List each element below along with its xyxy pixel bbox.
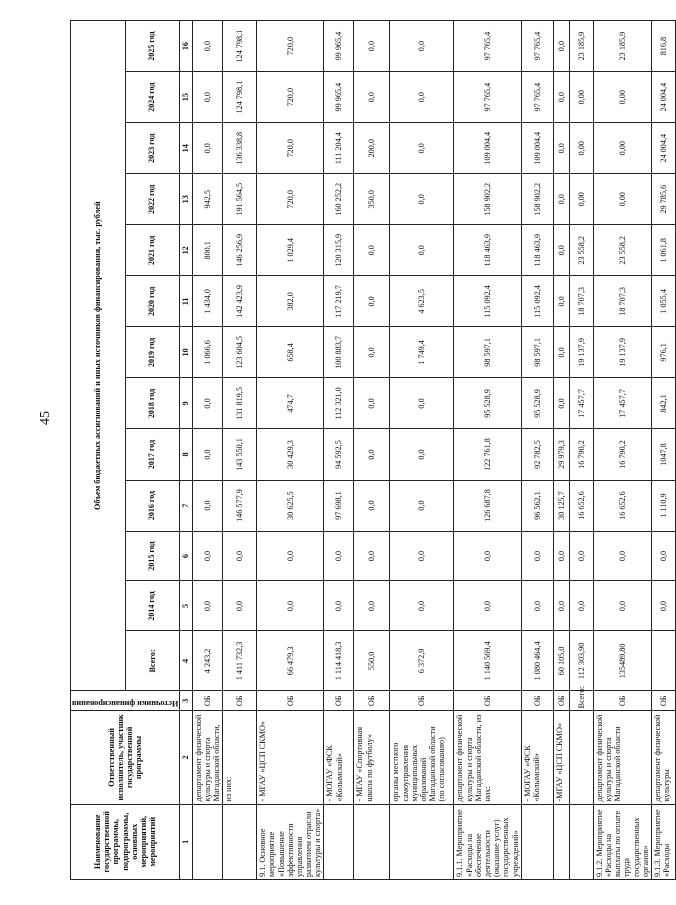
row-value-cell: 1 114 418,3 <box>324 631 354 691</box>
row-source-cell: ОБ <box>390 691 454 711</box>
table-row <box>324 21 354 880</box>
row-executor-cell: - МГАУ «ЦСП СКМО» <box>257 711 324 804</box>
index-cell: 11 <box>180 276 192 327</box>
index-cell: 15 <box>180 72 192 123</box>
index-cell: 1 <box>180 804 192 879</box>
header-year: 2017 год <box>125 429 180 480</box>
row-value-cell: 97 765,4 <box>454 21 521 72</box>
row-value-cell: 0,0 <box>651 581 675 631</box>
row-executor-cell: департамент физической культуры <box>651 711 675 804</box>
row-value-cell: 1 066,6 <box>192 327 223 378</box>
row-value-cell: 94 592,5 <box>324 429 354 480</box>
row-value-cell: 0,0 <box>553 123 569 174</box>
row-value-cell: 720,0 <box>257 21 324 72</box>
row-value-cell: 123 604,5 <box>223 327 257 378</box>
row-value-cell: 99 965,4 <box>324 21 354 72</box>
row-value-cell: 115 092,4 <box>521 276 553 327</box>
row-value-cell: 0,0 <box>354 21 390 72</box>
index-cell: 10 <box>180 327 192 378</box>
row-value-cell: 0,0 <box>192 429 223 480</box>
row-value-cell: 120 315,9 <box>324 225 354 276</box>
row-value-cell: 0,0 <box>521 531 553 581</box>
row-name-cell: 9.1.2. Мероприятие «Расходы на выплаты по оплате труда государственных органов» <box>593 804 651 879</box>
header-total: Всего: <box>125 631 180 691</box>
row-value-cell: 60 105,0 <box>553 631 569 691</box>
row-value-cell: 1 080 464,4 <box>521 631 553 691</box>
row-value-cell: 1 140 569,4 <box>454 631 521 691</box>
table-row <box>569 21 593 880</box>
row-source-cell: ОБ <box>454 691 521 711</box>
row-source-cell: ОБ <box>192 691 223 711</box>
row-value-cell: 0,0 <box>390 21 454 72</box>
row-value-cell: 720,0 <box>257 72 324 123</box>
row-value-cell: 146 256,9 <box>223 225 257 276</box>
row-value-cell: 30 429,3 <box>257 429 324 480</box>
row-value-cell: 124 798,1 <box>223 72 257 123</box>
row-executor-cell: из них: <box>223 711 257 804</box>
row-executor-cell: - МГАУ «Спортивная школа по футболу» <box>354 711 390 804</box>
row-name-cell <box>521 804 553 879</box>
row-name-cell <box>223 804 257 879</box>
row-value-cell: 16 652,6 <box>593 480 651 531</box>
table-row <box>454 21 521 880</box>
row-value-cell: 0,0 <box>354 327 390 378</box>
index-cell: 6 <box>180 531 192 581</box>
row-value-cell: 0,0 <box>454 581 521 631</box>
row-value-cell: 95 528,9 <box>521 378 553 429</box>
row-name-cell <box>354 804 390 879</box>
row-value-cell: 942,5 <box>192 174 223 225</box>
row-value-cell: 115 092,4 <box>454 276 521 327</box>
row-value-cell: 1 055,4 <box>651 276 675 327</box>
row-value-cell: 23 185,9 <box>569 21 593 72</box>
index-cell: 2 <box>180 711 192 804</box>
row-value-cell: 0,0 <box>553 531 569 581</box>
row-value-cell: 97 765,4 <box>521 72 553 123</box>
row-value-cell: 18 707,3 <box>569 276 593 327</box>
row-value-cell: 0,0 <box>390 581 454 631</box>
row-value-cell: 142 423,9 <box>223 276 257 327</box>
header-year: 2024 год <box>125 72 180 123</box>
row-value-cell: 0,0 <box>553 225 569 276</box>
header-year: 2021 год <box>125 225 180 276</box>
row-value-cell: 0,0 <box>324 581 354 631</box>
row-value-cell: 118 463,9 <box>521 225 553 276</box>
row-value-cell: 0,0 <box>223 531 257 581</box>
row-source-cell: ОБ <box>324 691 354 711</box>
table-row <box>553 21 569 880</box>
row-value-cell: 0,0 <box>553 327 569 378</box>
row-value-cell: 0,0 <box>192 531 223 581</box>
row-value-cell: 0,0 <box>553 21 569 72</box>
row-value-cell: 0,0 <box>553 378 569 429</box>
row-value-cell: 30 125,7 <box>553 480 569 531</box>
row-value-cell: 0,0 <box>257 531 324 581</box>
row-value-cell: 146 577,9 <box>223 480 257 531</box>
header-year: 2025 год <box>125 21 180 72</box>
row-value-cell: 0,0 <box>354 531 390 581</box>
row-value-cell: 16 652,6 <box>569 480 593 531</box>
table-row <box>521 21 553 880</box>
row-value-cell: 0,0 <box>192 123 223 174</box>
row-value-cell: 0,00 <box>569 72 593 123</box>
row-value-cell: 0,0 <box>354 72 390 123</box>
row-value-cell: 97 765,4 <box>521 21 553 72</box>
row-value-cell: 0,0 <box>390 123 454 174</box>
row-value-cell: 0,0 <box>553 276 569 327</box>
header-year: 2015 год <box>125 531 180 581</box>
row-value-cell: 550,0 <box>354 631 390 691</box>
row-value-cell: 29 979,3 <box>553 429 569 480</box>
row-value-cell: 0,0 <box>354 429 390 480</box>
row-value-cell: 0,0 <box>324 531 354 581</box>
row-value-cell: 16 790,2 <box>593 429 651 480</box>
row-value-cell: 658,4 <box>257 327 324 378</box>
row-value-cell: 30 625,5 <box>257 480 324 531</box>
table-row <box>390 21 454 880</box>
table-row <box>192 21 223 880</box>
header-source: Источники финансирования <box>71 691 180 711</box>
row-value-cell: 0,0 <box>454 531 521 581</box>
row-value-cell: 0,0 <box>354 276 390 327</box>
header-year: 2014 год <box>125 581 180 631</box>
row-executor-cell: - МОГАУ «ФСК «Колымский» <box>521 711 553 804</box>
row-name-cell <box>324 804 354 879</box>
row-value-cell: 0,0 <box>553 72 569 123</box>
row-value-cell: 0,0 <box>192 21 223 72</box>
row-value-cell: 0,0 <box>257 581 324 631</box>
row-value-cell: 0,0 <box>354 581 390 631</box>
row-value-cell: 0,0 <box>569 531 593 581</box>
row-value-cell: 118 463,9 <box>454 225 521 276</box>
row-value-cell: 200,0 <box>354 123 390 174</box>
row-value-cell: 124 798,1 <box>223 21 257 72</box>
index-cell: 7 <box>180 480 192 531</box>
row-value-cell: 1047,8 <box>651 429 675 480</box>
row-name-cell: 9.1.1. Мероприятие «Расходы на обеспечение деятельности (оказание услуг) государственных учреждений» <box>454 804 521 879</box>
row-source-cell: ОБ <box>651 691 675 711</box>
row-value-cell: 122 761,8 <box>454 429 521 480</box>
row-value-cell: 0,0 <box>390 378 454 429</box>
row-value-cell: 17 457,7 <box>569 378 593 429</box>
row-value-cell: 135489,80 <box>593 631 651 691</box>
row-value-cell: 1 061,8 <box>651 225 675 276</box>
row-value-cell: 474,7 <box>257 378 324 429</box>
row-value-cell: 112 321,0 <box>324 378 354 429</box>
row-source-cell: ОБ <box>593 691 651 711</box>
row-value-cell: 720,0 <box>257 174 324 225</box>
header-year: 2023 год <box>125 123 180 174</box>
row-executor-cell: департамент физической культуры и спорта Магаданской области, <box>192 711 223 804</box>
row-value-cell: 23 185,9 <box>593 21 651 72</box>
row-name-cell <box>553 804 569 879</box>
row-value-cell: 1 411 732,3 <box>223 631 257 691</box>
header-volume: Объем бюджетных ассигнований и иных источников финансирования, тыс. рублей <box>71 21 126 691</box>
row-value-cell: 97 765,4 <box>454 72 521 123</box>
row-value-cell: 0,0 <box>390 225 454 276</box>
row-value-cell: 24 004,4 <box>651 72 675 123</box>
row-value-cell: 382,0 <box>257 276 324 327</box>
row-value-cell: 16 790,2 <box>569 429 593 480</box>
row-value-cell: 23 558,2 <box>593 225 651 276</box>
row-value-cell: 143 550,1 <box>223 429 257 480</box>
row-value-cell: 0,00 <box>569 123 593 174</box>
row-value-cell: 0,00 <box>593 123 651 174</box>
header-year: 2022 год <box>125 174 180 225</box>
index-cell: 12 <box>180 225 192 276</box>
row-value-cell: 191 564,5 <box>223 174 257 225</box>
table-row <box>257 21 324 880</box>
header-executor: Ответственный исполнитель, участник государственной программы <box>71 711 180 804</box>
row-value-cell: 800,1 <box>192 225 223 276</box>
index-cell: 16 <box>180 21 192 72</box>
row-value-cell: 0,0 <box>192 72 223 123</box>
index-cell: 13 <box>180 174 192 225</box>
row-value-cell: 109 004,4 <box>454 123 521 174</box>
row-value-cell: 23 558,2 <box>569 225 593 276</box>
row-value-cell: 0,0 <box>192 480 223 531</box>
row-name-cell: 9.1.3. Мероприятие «Расходы <box>651 804 675 879</box>
page-number: 45 <box>38 411 53 425</box>
row-source-cell: ОБ <box>521 691 553 711</box>
row-value-cell: 0,0 <box>390 174 454 225</box>
row-name-cell <box>192 804 223 879</box>
row-value-cell: 816,8 <box>651 21 675 72</box>
row-name-cell: 9.1. Основное мероприятие «Повышение эффективности управления развитием отрасли культуры и спорта» <box>257 804 324 879</box>
index-cell: 5 <box>180 581 192 631</box>
row-value-cell: 112 303,90 <box>569 631 593 691</box>
row-value-cell: 17 457,7 <box>593 378 651 429</box>
column-index-row <box>180 21 192 880</box>
row-value-cell: 19 137,9 <box>593 327 651 378</box>
index-cell: 8 <box>180 429 192 480</box>
row-value-cell: 0,0 <box>553 581 569 631</box>
row-source-cell: ОБ <box>553 691 569 711</box>
table-row <box>223 21 257 880</box>
row-value-cell: 6 372,9 <box>390 631 454 691</box>
row-value-cell: 117 219,7 <box>324 276 354 327</box>
row-value-cell: 0,0 <box>192 581 223 631</box>
row-value-cell: 1 434,0 <box>192 276 223 327</box>
row-value-cell: 98 597,1 <box>454 327 521 378</box>
row-value-cell: 842,1 <box>651 378 675 429</box>
row-source-cell: ОБ <box>354 691 390 711</box>
row-value-cell: 18 707,3 <box>593 276 651 327</box>
header-name: Наименование государственной программы, подпрограммы, основных мероприятий, мероприятий <box>71 804 180 879</box>
row-value-cell: 1 029,4 <box>257 225 324 276</box>
row-value-cell: 0,0 <box>354 378 390 429</box>
row-value-cell: 0,0 <box>390 72 454 123</box>
row-source-cell: ОБ <box>257 691 324 711</box>
row-value-cell: 109 004,4 <box>521 123 553 174</box>
row-executor-cell <box>569 711 593 804</box>
row-value-cell: 0,0 <box>593 581 651 631</box>
row-value-cell: 0,0 <box>521 581 553 631</box>
row-value-cell: 0,00 <box>593 174 651 225</box>
row-value-cell: 99 965,4 <box>324 72 354 123</box>
row-value-cell: 4 243,2 <box>192 631 223 691</box>
row-value-cell: 0,0 <box>651 531 675 581</box>
header-year: 2020 год <box>125 276 180 327</box>
row-value-cell: 66 479,3 <box>257 631 324 691</box>
row-name-cell <box>390 804 454 879</box>
index-cell: 14 <box>180 123 192 174</box>
row-value-cell: 0,0 <box>223 581 257 631</box>
row-executor-cell: - МОГАУ «ФСК «Колымский» <box>324 711 354 804</box>
row-source-cell: ОБ <box>223 691 257 711</box>
row-value-cell: 100 883,7 <box>324 327 354 378</box>
row-value-cell: 158 902,2 <box>454 174 521 225</box>
row-executor-cell: департамент физической культуры и спорта Магаданской области <box>593 711 651 804</box>
header-year: 2019 год <box>125 327 180 378</box>
row-value-cell: 0,0 <box>390 531 454 581</box>
index-cell: 3 <box>180 691 192 711</box>
row-value-cell: 720,0 <box>257 123 324 174</box>
row-value-cell <box>651 631 675 691</box>
row-value-cell: 4 623,5 <box>390 276 454 327</box>
row-value-cell: 24 004,4 <box>651 123 675 174</box>
row-value-cell: 0,0 <box>390 480 454 531</box>
row-value-cell: 160 252,2 <box>324 174 354 225</box>
row-value-cell: 350,0 <box>354 174 390 225</box>
row-value-cell: 1 749,4 <box>390 327 454 378</box>
row-value-cell: 1 110,9 <box>651 480 675 531</box>
row-value-cell: 0,00 <box>569 174 593 225</box>
row-value-cell: 96 562,1 <box>521 480 553 531</box>
row-value-cell: 0,0 <box>569 581 593 631</box>
row-value-cell: 92 782,5 <box>521 429 553 480</box>
row-value-cell: 0,0 <box>354 480 390 531</box>
header-row <box>71 21 126 880</box>
row-value-cell: 126 687,8 <box>454 480 521 531</box>
index-cell: 4 <box>180 631 192 691</box>
index-cell: 9 <box>180 378 192 429</box>
row-value-cell: 0,0 <box>192 378 223 429</box>
header-year: 2016 год <box>125 480 180 531</box>
header-year: 2018 год <box>125 378 180 429</box>
funding-table <box>70 20 676 880</box>
table-row <box>593 21 651 880</box>
row-executor-cell: департамент физической культуры и спорта Магаданской области, из них: <box>454 711 521 804</box>
row-value-cell: 95 528,9 <box>454 378 521 429</box>
row-value-cell: 0,0 <box>593 531 651 581</box>
row-value-cell: 0,0 <box>354 225 390 276</box>
table-row <box>354 21 390 880</box>
row-value-cell: 19 137,9 <box>569 327 593 378</box>
row-value-cell: 0,00 <box>593 72 651 123</box>
row-executor-cell: органы местного самоуправления муниципальных образований Магаданской области (по согласованию) <box>390 711 454 804</box>
row-name-cell <box>569 804 593 879</box>
row-value-cell: 131 819,5 <box>223 378 257 429</box>
row-value-cell: 29 785,6 <box>651 174 675 225</box>
row-value-cell: 97 698,1 <box>324 480 354 531</box>
row-value-cell: 111 204,4 <box>324 123 354 174</box>
row-value-cell: 136 338,8 <box>223 123 257 174</box>
row-value-cell: 98 597,1 <box>521 327 553 378</box>
table-row <box>651 21 675 880</box>
row-source-cell: Всего: <box>569 691 593 711</box>
row-value-cell: 0,0 <box>553 174 569 225</box>
row-value-cell: 976,1 <box>651 327 675 378</box>
row-value-cell: 0,0 <box>390 429 454 480</box>
rotated-page <box>70 20 672 880</box>
row-executor-cell: -МГАУ «ЦСП СКМО» <box>553 711 569 804</box>
row-value-cell: 158 902,2 <box>521 174 553 225</box>
